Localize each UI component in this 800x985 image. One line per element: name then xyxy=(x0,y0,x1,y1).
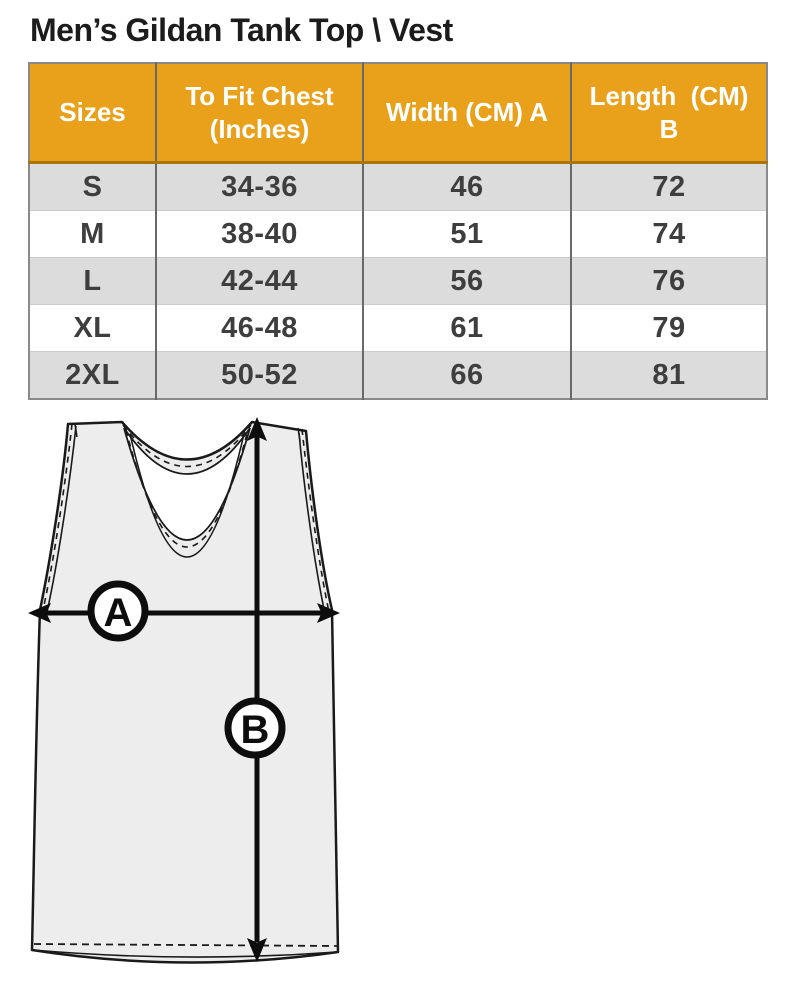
width-cell: 46 xyxy=(363,163,571,211)
header-sizes xyxy=(29,63,156,163)
size-cell: M xyxy=(29,211,156,258)
chest-cell: 42-44 xyxy=(156,258,363,305)
length-cell: 81 xyxy=(571,352,767,400)
table-row xyxy=(29,305,767,352)
length-cell: 74 xyxy=(571,211,767,258)
width-cell: 61 xyxy=(363,305,571,352)
chest-cell: 46-48 xyxy=(156,305,363,352)
measurement-diagram xyxy=(25,412,347,979)
page-title: Men’s Gildan Tank Top \ Vest xyxy=(30,12,453,48)
header-width xyxy=(363,63,571,163)
length-label: B xyxy=(240,708,270,752)
header-row xyxy=(29,63,767,163)
header-sizes-line1: Sizes xyxy=(59,97,126,127)
table-row xyxy=(29,258,767,305)
header-length-line2: B xyxy=(659,113,679,144)
size-chart xyxy=(28,62,768,400)
tank-top-diagram xyxy=(25,412,347,974)
length-cell: 76 xyxy=(571,258,767,305)
width-cell: 51 xyxy=(363,211,571,258)
size-chart-table xyxy=(28,62,768,400)
width-cell: 66 xyxy=(363,352,571,400)
width-cell: 56 xyxy=(363,258,571,305)
header-chest-line2: (Inches) xyxy=(209,113,310,144)
header-chest-line1: To Fit Chest xyxy=(185,80,334,111)
header-length xyxy=(571,63,767,163)
header-chest xyxy=(156,63,363,163)
table-row xyxy=(29,163,767,211)
size-cell: 2XL xyxy=(29,352,156,400)
table-row xyxy=(29,352,767,400)
size-cell: XL xyxy=(29,305,156,352)
chest-cell: 38-40 xyxy=(156,211,363,258)
width-label: A xyxy=(103,591,133,635)
table-row xyxy=(29,211,767,258)
size-cell: S xyxy=(29,163,156,211)
size-cell: L xyxy=(29,258,156,305)
length-cell: 79 xyxy=(571,305,767,352)
header-length-line1: Length (CM) xyxy=(589,80,749,111)
header-width-line1: Width (CM) A xyxy=(386,97,548,127)
chest-cell: 50-52 xyxy=(156,352,363,400)
length-cell: 72 xyxy=(571,163,767,211)
chest-cell: 34-36 xyxy=(156,163,363,211)
